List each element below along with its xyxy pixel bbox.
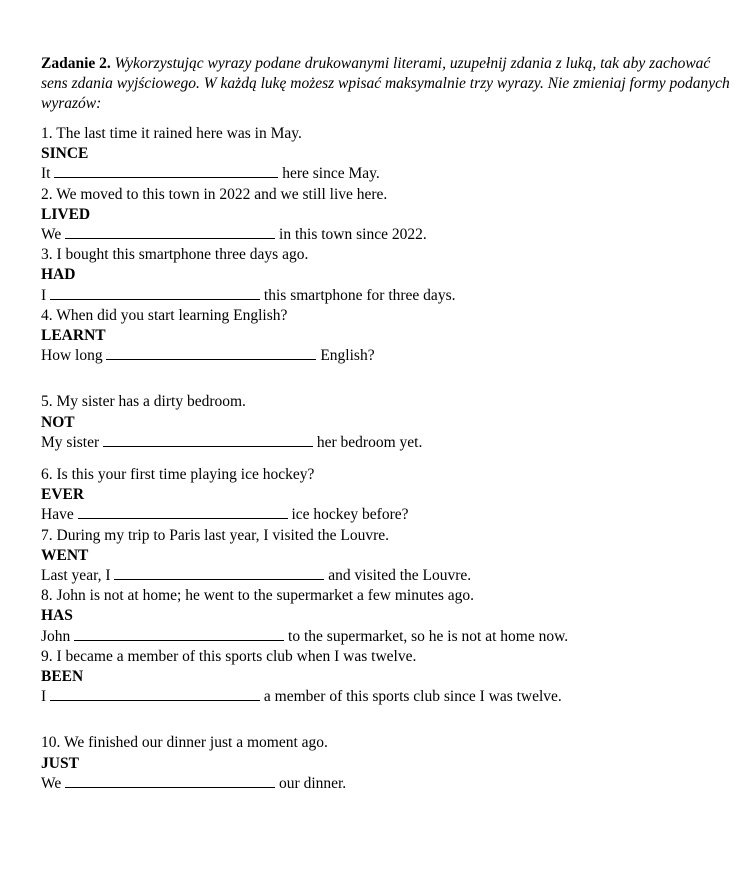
gap-after: in this town since 2022. xyxy=(279,226,427,244)
gap-sentence xyxy=(41,627,731,647)
gap-sentence xyxy=(41,225,731,245)
answer-blank[interactable] xyxy=(50,687,260,701)
answer-blank[interactable] xyxy=(106,346,316,360)
task-label: Zadanie 2. xyxy=(41,55,111,72)
gap-sentence xyxy=(41,774,731,794)
gap-sentence xyxy=(41,346,731,366)
keyword: JUST xyxy=(41,754,79,772)
exercise-item-3 xyxy=(41,245,731,306)
keyword: SINCE xyxy=(41,145,89,163)
keyword: LIVED xyxy=(41,205,91,223)
spacer xyxy=(41,707,731,733)
worksheet xyxy=(41,54,731,794)
gap-before: I xyxy=(41,688,47,706)
gap-before: My sister xyxy=(41,433,100,451)
exercise-item-5 xyxy=(41,392,731,453)
source-sentence: 8. John is not at home; he went to the supermarket a few minutes ago. xyxy=(41,587,475,605)
keyword: EVER xyxy=(41,486,85,504)
keyword: LEARNT xyxy=(41,327,106,345)
source-sentence: 9. I became a member of this sports club when I was twelve. xyxy=(41,647,417,665)
answer-blank[interactable] xyxy=(78,505,288,519)
gap-sentence xyxy=(41,505,731,525)
answer-blank[interactable] xyxy=(50,286,260,300)
source-sentence: 7. During my trip to Paris last year, I visited the Louvre. xyxy=(41,526,390,544)
spacer xyxy=(41,366,731,392)
gap-before: John xyxy=(41,627,71,645)
gap-after: her bedroom yet. xyxy=(316,433,423,451)
gap-after: here since May. xyxy=(282,165,380,183)
keyword: BEEN xyxy=(41,668,84,686)
spacer xyxy=(41,453,731,465)
source-sentence: 4. When did you start learning English? xyxy=(41,306,288,324)
gap-after: this smartphone for three days. xyxy=(263,286,456,304)
gap-before: I xyxy=(41,286,47,304)
gap-sentence xyxy=(41,687,731,707)
keyword: HAD xyxy=(41,266,76,284)
source-sentence: 10. We finished our dinner just a moment ago. xyxy=(41,734,328,752)
source-sentence: 6. Is this your first time playing ice hockey? xyxy=(41,466,315,484)
gap-sentence xyxy=(41,566,731,586)
exercise-item-6 xyxy=(41,465,731,526)
gap-sentence xyxy=(41,164,731,184)
gap-sentence xyxy=(41,286,731,306)
source-sentence: 1. The last time it rained here was in May. xyxy=(41,125,302,142)
exercise-item-2 xyxy=(41,185,731,246)
keyword: NOT xyxy=(41,413,75,431)
gap-after: to the supermarket, so he is not at home now. xyxy=(288,627,569,645)
gap-before: How long xyxy=(41,347,103,365)
source-sentence: 3. I bought this smartphone three days ago. xyxy=(41,246,309,264)
gap-sentence xyxy=(41,433,731,453)
gap-before: Last year, I xyxy=(41,567,111,585)
source-sentence: 5. My sister has a dirty bedroom. xyxy=(41,393,246,411)
answer-blank[interactable] xyxy=(103,433,313,447)
gap-after: English? xyxy=(320,347,375,365)
gap-before: Have xyxy=(41,506,74,524)
gap-before: It xyxy=(41,165,51,183)
answer-blank[interactable] xyxy=(74,627,284,641)
answer-blank[interactable] xyxy=(65,774,275,788)
exercise-item-10 xyxy=(41,733,731,794)
gap-after: our dinner. xyxy=(279,774,347,792)
gap-before: We xyxy=(41,774,62,792)
gap-after: and visited the Louvre. xyxy=(328,567,472,585)
task-instruction: Wykorzystując wyrazy podane drukowanymi literami, uzupełnij zdania z luką, tak aby zachować sens zdania wyjściowego. W każdą lukę możesz wpisać maksymalnie trzy wyrazy. Nie zmieniaj formy podanych wyrazów: xyxy=(41,55,730,112)
gap-after: ice hockey before? xyxy=(291,506,409,524)
answer-blank[interactable] xyxy=(114,566,324,580)
exercise-item-7 xyxy=(41,526,731,587)
exercise-item-4 xyxy=(41,306,731,367)
exercise-item-8 xyxy=(41,586,731,647)
task-header xyxy=(41,54,731,114)
gap-after: a member of this sports club since I was twelve. xyxy=(263,688,562,706)
keyword: WENT xyxy=(41,546,89,564)
keyword: HAS xyxy=(41,607,73,625)
exercise-item-9 xyxy=(41,647,731,708)
answer-blank[interactable] xyxy=(54,164,278,178)
source-sentence: 2. We moved to this town in 2022 and we still live here. xyxy=(41,185,388,203)
answer-blank[interactable] xyxy=(65,225,275,239)
gap-before: We xyxy=(41,226,62,244)
exercise-item-1 xyxy=(41,124,731,185)
